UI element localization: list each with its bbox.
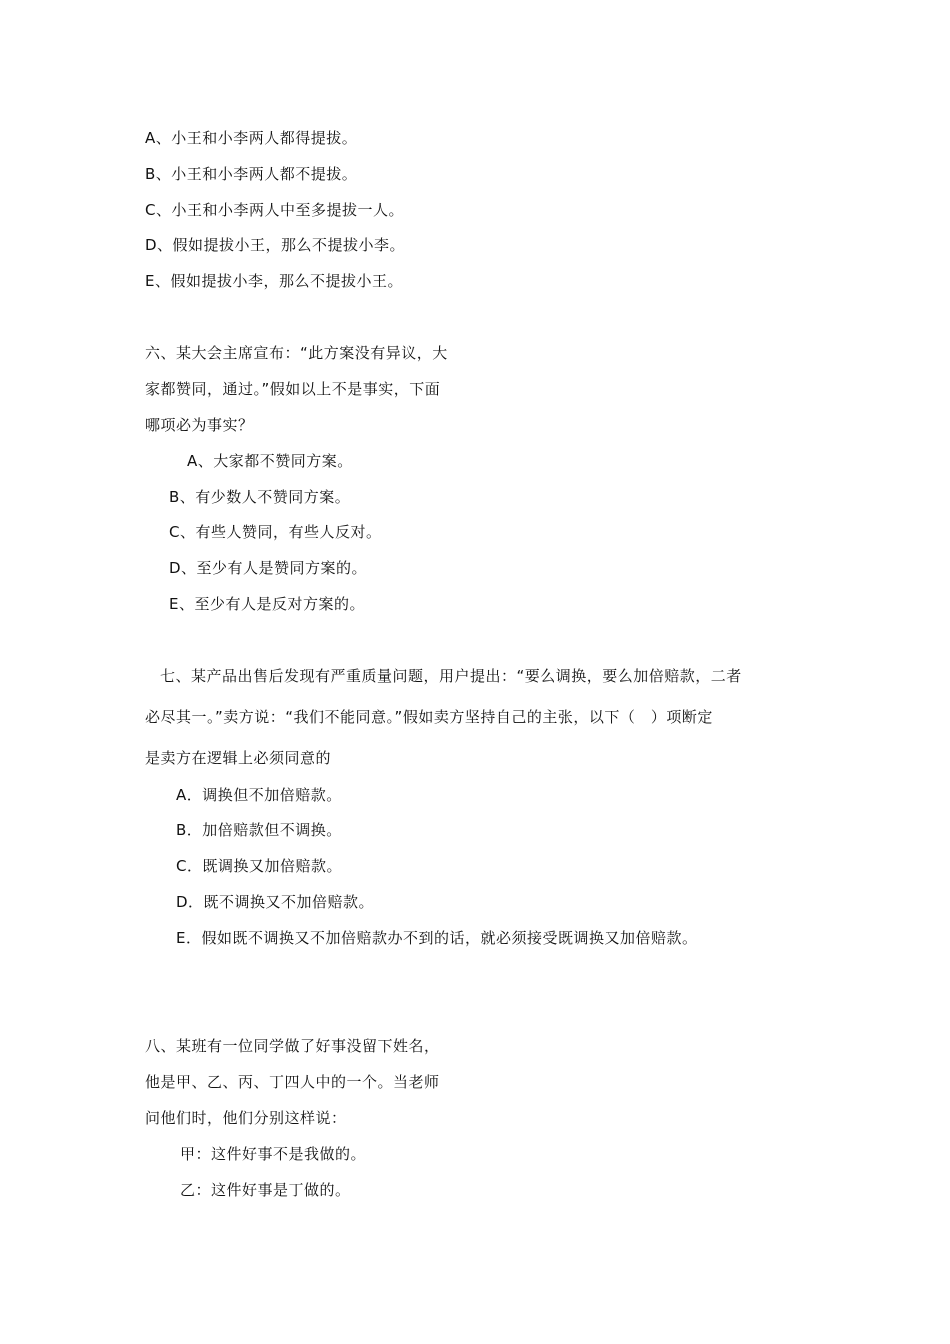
q6-option-a: A、大家都不赞同方案。 xyxy=(187,452,353,470)
q5-option-b: B、小王和小李两人都不提拔。 xyxy=(145,165,358,183)
q5-option-e: E、假如提拔小李，那么不提拔小王。 xyxy=(145,272,403,290)
q7-stem-line-1: 七、某产品出售后发现有严重质量问题，用户提出：“要么调换，要么加倍赔款，二者 xyxy=(160,667,742,685)
q7-option-a: A．调换但不加倍赔款。 xyxy=(176,786,342,804)
q8-statement-yi: 乙：这件好事是丁做的。 xyxy=(180,1181,351,1199)
q7-option-e: E．假如既不调换又不加倍赔款办不到的话，就必须接受既调换又加倍赔款。 xyxy=(176,929,698,947)
q6-option-c: C、有些人赞同，有些人反对。 xyxy=(169,523,382,541)
q6-stem-line-2: 家都赞同，通过。”假如以上不是事实，下面 xyxy=(145,380,441,398)
q8-stem-line-2: 他是甲、乙、丙、丁四人中的一个。当老师 xyxy=(145,1073,440,1091)
q6-stem-line-3: 哪项必为事实？ xyxy=(145,416,254,434)
q7-stem-line-3: 是卖方在逻辑上必须同意的 xyxy=(145,749,332,767)
q7-option-d: D．既不调换又不加倍赔款。 xyxy=(176,893,375,911)
q7-stem-line-2: 必尽其一。”卖方说：“我们不能同意。”假如卖方坚持自己的主张，以下（ ）项断定 xyxy=(145,708,713,726)
q8-stem-line-3: 问他们时，他们分别这样说： xyxy=(145,1109,347,1127)
q7-option-b: B．加倍赔款但不调换。 xyxy=(176,821,342,839)
q8-statement-jia: 甲：这件好事不是我做的。 xyxy=(180,1145,367,1163)
q5-option-a: A、小王和小李两人都得提拔。 xyxy=(145,129,358,147)
q6-option-e: E、至少有人是反对方案的。 xyxy=(169,595,365,613)
q5-option-c: C、小王和小李两人中至多提拔一人。 xyxy=(145,201,404,219)
q6-stem-line-1: 六、某大会主席宣布：“此方案没有异议，大 xyxy=(145,344,448,362)
q5-option-d: D、假如提拔小王，那么不提拔小李。 xyxy=(145,236,406,254)
q8-stem-line-1: 八、某班有一位同学做了好事没留下姓名， xyxy=(145,1037,440,1055)
q7-option-c: C．既调换又加倍赔款。 xyxy=(176,857,342,875)
q6-option-b: B、有少数人不赞同方案。 xyxy=(169,488,351,506)
q6-option-d: D、至少有人是赞同方案的。 xyxy=(169,559,368,577)
